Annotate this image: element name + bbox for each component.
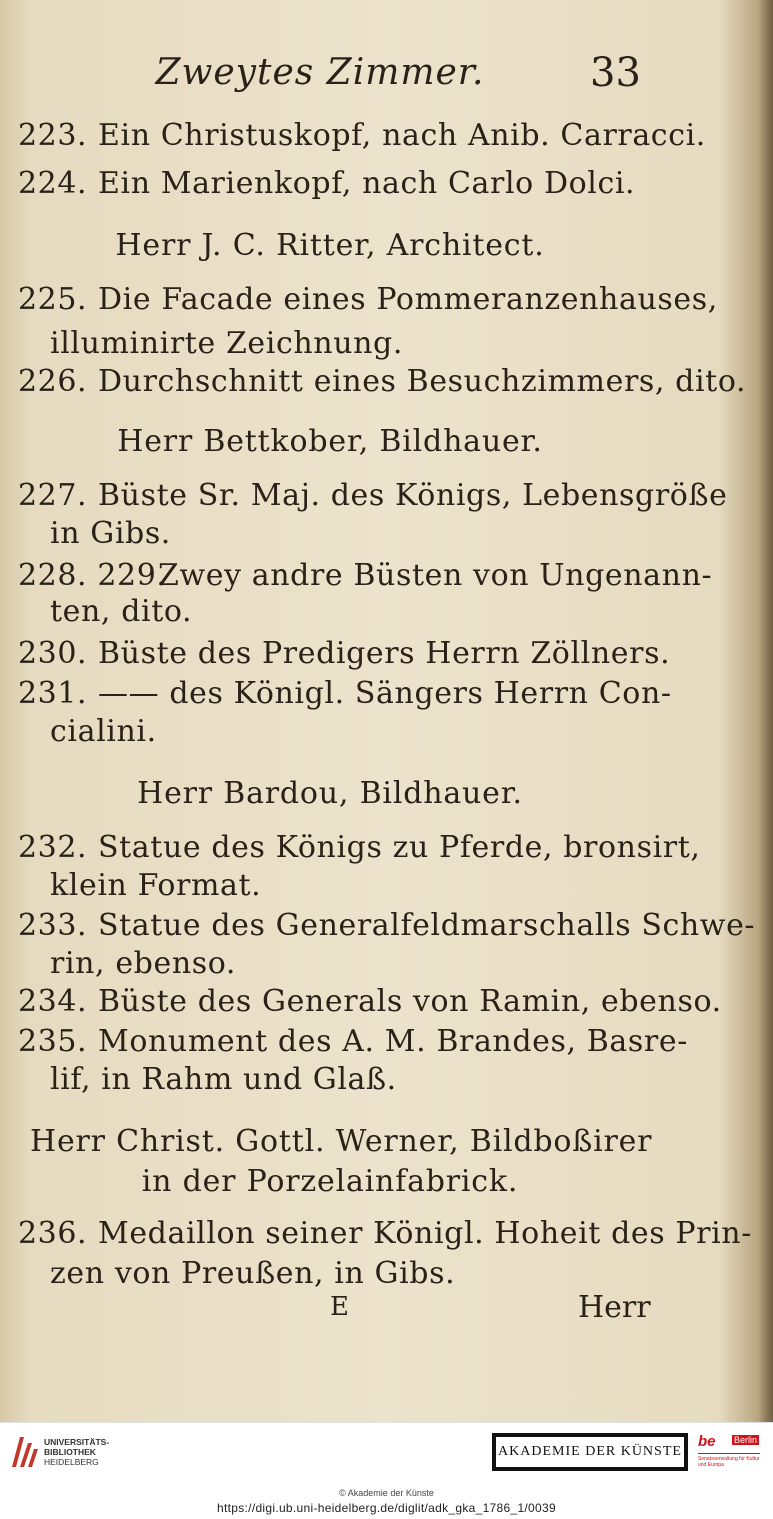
entry-text: Ein Christuskopf, nach Anib. Carracci. bbox=[98, 118, 706, 153]
entry-continuation: in Gibs. bbox=[50, 516, 171, 551]
entry-number: 236. bbox=[18, 1216, 88, 1251]
entry-text: —— des Königl. Sängers Herrn Con- bbox=[98, 676, 672, 711]
entry-226 bbox=[18, 364, 746, 399]
entry-235 bbox=[18, 1024, 688, 1059]
senat-berlin-label: Berlin bbox=[734, 1435, 758, 1445]
entry-text: Ein Marienkopf, nach Carlo Dolci. bbox=[98, 166, 636, 201]
entry-number: 225. bbox=[18, 282, 88, 317]
entry-text: Statue des Königs zu Pferde, bronsirt, bbox=[98, 830, 701, 865]
entry-text: Statue des Generalfeldmarschalls Schwe- bbox=[98, 908, 756, 943]
copyright-notice: © Akademie der Künste bbox=[339, 1488, 434, 1498]
senat-subtitle: Senatsverwaltung für Kultur und Europa bbox=[698, 1456, 760, 1468]
section-heading-werner: Herr Christ. Gottl. Werner, Bildboßirer bbox=[30, 1124, 653, 1159]
entry-230 bbox=[18, 636, 670, 671]
section-heading-bardou: Herr Bardou, Bildhauer. bbox=[137, 776, 523, 811]
running-head: Zweytes Zimmer. bbox=[155, 52, 485, 93]
entry-number: 233. bbox=[18, 908, 88, 943]
ub-line-2: BIBLIOTHEK bbox=[44, 1447, 96, 1457]
page-number: 33 bbox=[590, 50, 641, 96]
entry-continuation: illuminirte Zeichnung. bbox=[50, 326, 403, 361]
akademie-logo-label: AKADEMIE DER KÜNSTE bbox=[496, 1437, 684, 1467]
entry-227 bbox=[18, 478, 727, 513]
entry-number: 228. 229. bbox=[18, 558, 167, 593]
entry-text: Büste des Predigers Herrn Zöllners. bbox=[98, 636, 671, 671]
ub-line-1: UNIVERSITÄTS- bbox=[44, 1437, 110, 1447]
entry-223 bbox=[18, 118, 706, 153]
signature-mark: E bbox=[330, 1292, 349, 1322]
entry-continuation: cialini. bbox=[50, 714, 157, 749]
entry-continuation: klein Format. bbox=[50, 868, 262, 903]
entry-text: Die Facade eines Pommeranzenhauses, bbox=[98, 282, 718, 317]
entry-continuation: lif, in Rahm und Glaß. bbox=[50, 1062, 397, 1097]
entry-234 bbox=[18, 984, 722, 1019]
entry-continuation: zen von Preußen, in Gibs. bbox=[50, 1256, 456, 1291]
entry-text: Medaillon seiner Königl. Hoheit des Prin- bbox=[98, 1216, 752, 1251]
entry-text: Durchschnitt eines Besuchzimmers, dito. bbox=[98, 364, 747, 399]
entry-text: Büste des Generals von Ramin, ebenso. bbox=[98, 984, 722, 1019]
entry-228-229 bbox=[18, 558, 712, 593]
entry-number: 223. bbox=[18, 118, 88, 153]
section-heading-bettkober: Herr Bettkober, Bildhauer. bbox=[117, 424, 543, 459]
entry-continuation: ten, dito. bbox=[50, 594, 193, 629]
entry-232 bbox=[18, 830, 701, 865]
senat-be-mark: be bbox=[698, 1433, 716, 1450]
senat-divider bbox=[698, 1453, 760, 1454]
ub-line-3: HEIDELBERG bbox=[44, 1457, 99, 1467]
permalink-url[interactable]: https://digi.ub.uni-heidelberg.de/diglit/adk_gka_1786_1/0039 bbox=[217, 1501, 556, 1515]
entry-number: 226. bbox=[18, 364, 88, 399]
entry-text: Monument des A. M. Brandes, Basre- bbox=[98, 1024, 688, 1059]
entry-number: 234. bbox=[18, 984, 88, 1019]
university-library-logo-icon[interactable] bbox=[8, 1433, 40, 1471]
section-heading-werner-sub: in der Porzelainfabrick. bbox=[141, 1164, 519, 1199]
entry-continuation: rin, ebenso. bbox=[50, 946, 237, 981]
akademie-logo[interactable] bbox=[492, 1433, 688, 1471]
entry-233 bbox=[18, 908, 755, 943]
entry-236 bbox=[18, 1216, 752, 1251]
entry-231 bbox=[18, 676, 672, 711]
section-heading-ritter: Herr J. C. Ritter, Architect. bbox=[115, 228, 545, 263]
entry-224 bbox=[18, 166, 635, 201]
entry-number: 230. bbox=[18, 636, 88, 671]
entry-number: 224. bbox=[18, 166, 88, 201]
footer-bar bbox=[0, 1422, 773, 1480]
entry-225 bbox=[18, 282, 718, 317]
catchword: Herr bbox=[578, 1290, 651, 1325]
entry-text: Büste Sr. Maj. des Königs, Lebensgröße bbox=[98, 478, 728, 513]
entry-number: 232. bbox=[18, 830, 88, 865]
entry-text: Zwey andre Büsten von Ungenann- bbox=[158, 558, 713, 593]
entry-number: 235. bbox=[18, 1024, 88, 1059]
entry-number: 227. bbox=[18, 478, 88, 513]
university-library-name[interactable] bbox=[44, 1437, 109, 1467]
senat-berlin-logo[interactable] bbox=[698, 1433, 760, 1471]
entry-number: 231. bbox=[18, 676, 88, 711]
